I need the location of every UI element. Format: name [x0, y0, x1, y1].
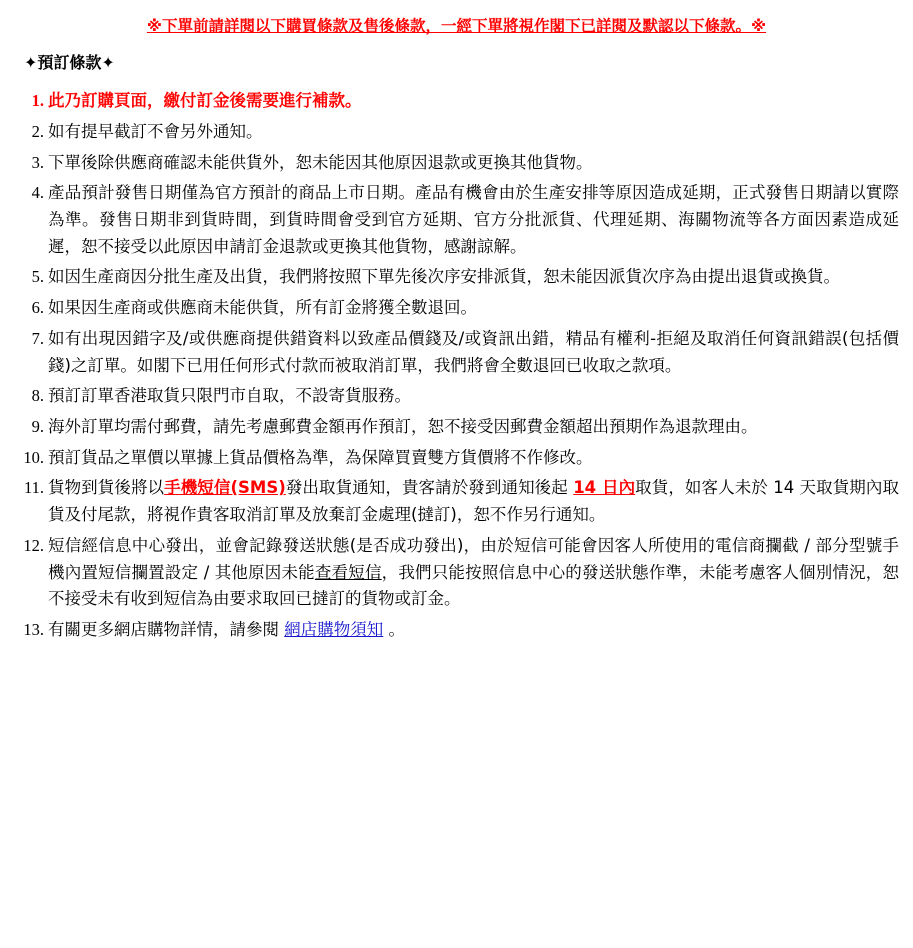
term-number: 3.	[31, 152, 44, 172]
term-text: 下單後除供應商確認未能供貨外，恕未能因其他原因退款或更換其他貨物。	[48, 152, 593, 172]
text-run: 發出取貨通知，貴客請於發到通知後起	[285, 478, 574, 498]
section-title: ✦預訂條款✦	[24, 52, 115, 72]
term-number: 11.	[23, 478, 44, 498]
term-item	[14, 383, 899, 410]
term-number: 13.	[23, 620, 44, 640]
term-item	[14, 326, 899, 379]
term-item	[14, 414, 899, 441]
emphasis-underline: 查看短信	[314, 562, 382, 582]
term-item	[14, 264, 899, 291]
term-text: 海外訂單均需付郵費，請先考慮郵費金額再作預訂，恕不接受因郵費金額超出預期作為退款理由。	[48, 416, 758, 436]
term-text	[48, 620, 405, 639]
term-number: 4.	[31, 183, 44, 203]
term-number: 12.	[23, 535, 44, 555]
term-text: 產品預計發售日期僅為官方預計的商品上市日期。產品有機會由於生產安排等原因造成延期，正式發售日期請以實際為準。發售日期非到貨時間，到貨時間會受到官方延期、官方分批派貨、代理延期、海關物流等各方面因素造成延遲，恕不接受以此原因申請訂金退款或更換其他貨物，感謝諒解。	[48, 183, 899, 256]
term-item	[14, 295, 899, 322]
term-number: 7.	[31, 328, 44, 348]
text-run: ，我們只能按照信息中心的發送狀態作準，未能考慮客人個別情況，恕不接受未有收到短信為由要求取回已撻訂的貨物或訂金。	[48, 562, 900, 609]
term-text: 此乃訂購頁面，繳付訂金後需要進行補款。	[48, 91, 362, 111]
text-run: 取貨，如客人未於 14 天取貨期內取貨及付尾款，將視作貴客取消訂單及放棄訂金處理(撻訂)，恕不作另行通知。	[48, 478, 899, 525]
text-run: 有關更多網店購物詳情，請參閱	[48, 620, 285, 640]
term-item	[14, 445, 899, 472]
text-run: 貨物到貨後將以	[48, 478, 165, 498]
terms-list	[14, 88, 899, 644]
term-text: 如因生產商因分批生產及出貨，我們將按照下單先後次序安排派貨，恕未能因派貨次序為由提出退貨或換貨。	[48, 267, 840, 287]
term-text: 預訂訂單香港取貨只限門市自取，不設寄貨服務。	[48, 386, 411, 406]
text-run: 。	[383, 620, 405, 640]
top-warning-banner: ※下單前請詳閱以下購買條款及售後條款，一經下單將視作閣下已詳閱及默認以下條款。※	[146, 17, 767, 35]
shopping-guide-link[interactable]: 網店購物須知	[284, 620, 384, 640]
term-text: 如有出現因錯字及/或供應商提供錯資料以致產品價錢及/或資訊出錯，精品有權利-拒絕及取消任何資訊錯誤(包括價錢)之訂單。如閣下已用任何形式付款而被取消訂單，我們將會全數退回已收取之款項。	[48, 328, 899, 375]
term-text: 如果因生產商或供應商未能供貨，所有訂金將獲全數退回。	[48, 298, 477, 318]
term-item	[14, 475, 899, 528]
bottom-spacer	[14, 648, 899, 658]
term-item	[14, 617, 899, 644]
term-text: 如有提早截訂不會另外通知。	[48, 121, 263, 141]
text-run: 短信經信息中心發出，並會記錄發送狀態(是否成功發出)，由於短信可能會因客人所使用的電信商攔截 / 部分型號手機內置短信攔置設定 / 其他原因未能	[48, 535, 899, 582]
term-item	[14, 119, 899, 146]
term-text	[48, 536, 899, 608]
term-text	[48, 478, 899, 524]
term-number: 6.	[31, 298, 44, 318]
emphasis-red: 手機短信(SMS)	[164, 478, 286, 498]
term-number: 10.	[23, 447, 44, 467]
term-text: 預訂貨品之單價以單據上貨品價格為準，為保障買賣雙方貨價將不作修改。	[48, 447, 593, 467]
term-number: 5.	[31, 267, 44, 287]
term-number: 9.	[31, 416, 44, 436]
term-number: 2.	[31, 121, 44, 141]
term-number: 1.	[31, 91, 44, 111]
term-item	[14, 180, 899, 260]
term-number: 8.	[31, 386, 44, 406]
term-item	[14, 533, 899, 613]
emphasis-red: 14 日內	[573, 478, 636, 498]
term-item	[14, 88, 899, 115]
term-item	[14, 150, 899, 177]
